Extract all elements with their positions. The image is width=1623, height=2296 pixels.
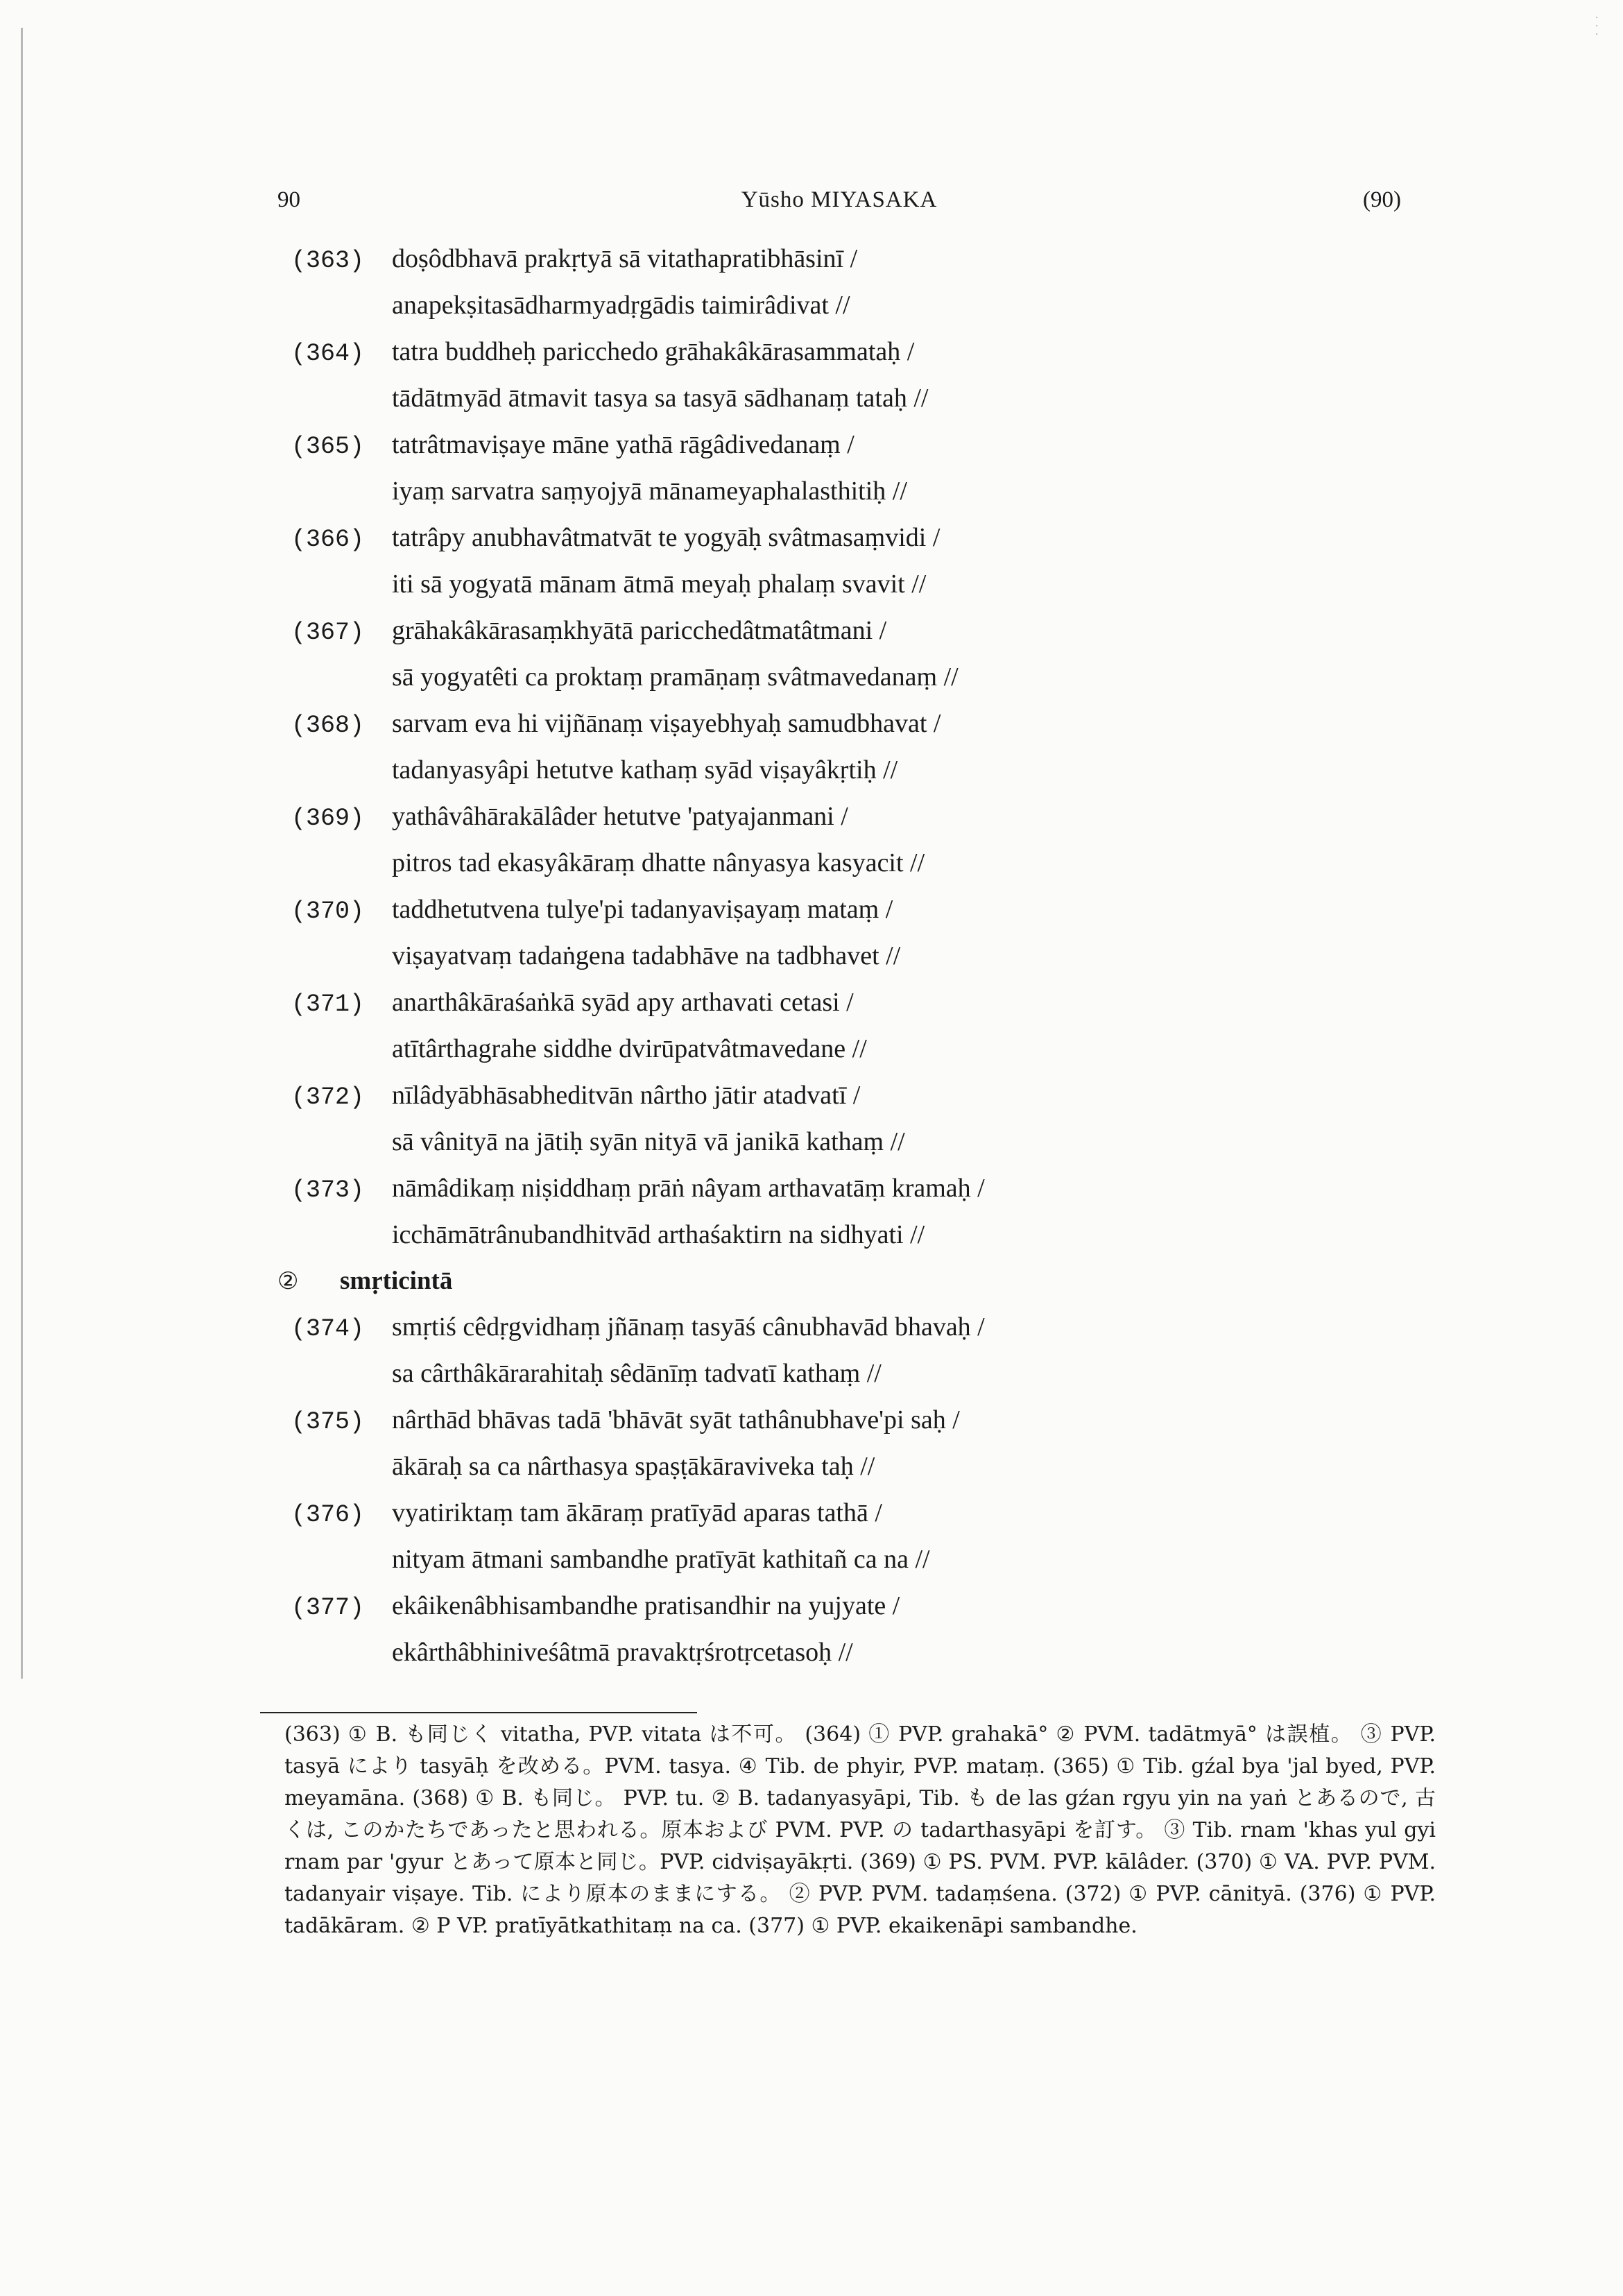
verse-number: (363) (291, 247, 365, 275)
scan-corner-mark: · · · (1595, 12, 1599, 40)
verse-line: sa cârthâkārarahitaḥ sêdānīṃ tadvatī kathaṃ // (392, 1359, 882, 1388)
verse-number: (372) (291, 1083, 365, 1111)
verse-line: iyaṃ sarvatra saṃyojyā mānameyaphalasthitiḥ // (392, 477, 907, 506)
verse-block (277, 236, 1512, 1667)
verse-line: doṣôdbhavā prakṛtyā sā vitathapratibhāsinī / (392, 244, 858, 273)
page-number: 90 (277, 187, 300, 212)
verse-line: tatrâtmaviṣaye māne yathā rāgâdivedanaṃ / (392, 430, 855, 459)
section-title: smṛticintā (340, 1267, 453, 1295)
verse-number: (367) (291, 619, 365, 646)
verse-line: nityam ātmani sambandhe pratīyāt kathitañ ca na // (392, 1545, 930, 1574)
verse-line: tatra buddheḥ paricchedo grāhakâkārasammataḥ / (392, 337, 915, 366)
verse-number: (374) (291, 1315, 365, 1343)
verse (291, 515, 1512, 608)
running-head-author: Yūsho MIYASAKA (741, 187, 938, 212)
verse-line: smṛtiś cêdṛgvidhaṃ jñānaṃ tasyāś cânubhavād bhavaḥ / (392, 1312, 985, 1342)
footnote-text: (363) ① B. も同じく vitatha, PVP. vitata は不可。 (364) ① PVP. grahakā° ② PVM. tadātmyā° は誤植。 ③ PVP. tasyā により tasyāḥ を改める。PVM. tasya. ④ Tib. de phyir, PVP. mataṃ. (365) ① Tib. gźal bya 'jal byed, PVP. meyamāna. (368) ① B. も同じ。 PVP. tu. ② B. tadanyasyāpi, Tib. も de las gźan rgyu yin na yaṅ とあるので, 古くは, このかたちであったと思われる。原本および PVM. PVP. の tadarthasyāpi を訂す。 ③ Tib. rnam 'khas yul gyi rnam par 'gyur とあって原本と同じ。PVP. cidviṣayākṛti. (369) ① PS. PVM. PVP. kālâder. (370) ① VA. PVP. PVM. tadanyair viṣaye. Tib. により原本のままにする。 ② PVP. PVM. tadaṃśena. (372) ① PVP. cānityā. (376) ① PVP. tadākāram. ② P VP. pratīyātkathitaṃ na ca. (377) ① PVP. ekaikenāpi sambandhe. (284, 1722, 1436, 1938)
verse-line: ākāraḥ sa ca nârthasya spaṣṭākāraviveka taḥ // (392, 1452, 875, 1481)
verse (291, 1583, 1512, 1676)
verse-line: iti sā yogyatā mānam ātmā meyaḥ phalaṃ svavit // (392, 569, 927, 599)
running-head (277, 187, 1401, 222)
verse-line: pitros tad ekasyâkāraṃ dhatte nânyasya kasyacit // (392, 848, 925, 877)
verse-line: vyatiriktaṃ tam ākāraṃ pratīyād aparas tathā / (392, 1498, 882, 1527)
scan-edge-line (21, 28, 23, 1679)
verse (291, 1165, 1512, 1258)
verse-line: atītârthagrahe siddhe dvirūpatvâtmavedane // (392, 1034, 867, 1063)
verse (291, 1397, 1512, 1490)
verse-line: tādātmyād ātmavit tasya sa tasyā sādhanaṃ tataḥ // (392, 384, 929, 413)
verse-line: taddhetutvena tulye'pi tadanyaviṣayaṃ mataṃ / (392, 895, 893, 924)
verse-line: tatrâpy anubhavâtmatvāt te yogyāḥ svâtmasaṃvidi / (392, 523, 941, 552)
verse-line: ekârthâbhiniveśâtmā pravaktṛśrotṛcetasoḥ // (392, 1638, 853, 1667)
verse-number: (376) (291, 1501, 365, 1529)
verse-number: (373) (291, 1176, 365, 1204)
verse-number: (368) (291, 712, 365, 739)
verse (291, 422, 1512, 515)
verse-number: (369) (291, 805, 365, 832)
verse-line: viṣayatvaṃ tadaṅgena tadabhāve na tadbhavet // (392, 941, 901, 970)
verse-number: (377) (291, 1594, 365, 1622)
verse (291, 236, 1512, 329)
verse (291, 979, 1512, 1072)
verse-number: (375) (291, 1408, 365, 1436)
verse-number: (370) (291, 898, 365, 925)
verse-line: sā yogyatêti ca proktaṃ pramāṇaṃ svâtmavedanaṃ // (392, 662, 959, 692)
verse (291, 329, 1512, 422)
verse-line: ekâikenâbhisambandhe pratisandhir na yujyate / (392, 1591, 900, 1620)
verse (291, 1304, 1512, 1397)
verse (291, 1072, 1512, 1165)
verse-line: yathâvâhārakālâder hetutve 'patyajanmani / (392, 802, 848, 831)
verse-line: tadanyasyâpi hetutve kathaṃ syād viṣayâkṛtiḥ // (392, 755, 898, 785)
footnote-rule (260, 1712, 697, 1713)
verse-line: anarthâkāraśaṅkā syād apy arthavati cetasi / (392, 988, 854, 1017)
verse-line: nârthād bhāvas tadā 'bhāvāt syāt tathânubhave'pi saḥ / (392, 1405, 960, 1434)
page-number-paren: (90) (1363, 187, 1401, 212)
verse-number: (364) (291, 340, 365, 368)
verse-line: sā vânityā na jātiḥ syān nityā vā janikā kathaṃ // (392, 1127, 905, 1156)
section-heading (277, 1258, 1512, 1304)
verse (291, 1490, 1512, 1583)
verse (291, 886, 1512, 979)
verse-number: (366) (291, 526, 365, 554)
section-marker: ② (277, 1267, 299, 1295)
footnotes (284, 1719, 1436, 2010)
verse-line: icchāmātrânubandhitvād arthaśaktirn na sidhyati // (392, 1220, 925, 1249)
verse (291, 701, 1512, 794)
verse-line: nīlâdyābhāsabheditvān nârtho jātir atadvatī / (392, 1081, 861, 1110)
verse-number: (365) (291, 433, 365, 461)
verse-line: grāhakâkārasaṃkhyātā paricchedâtmatâtmani / (392, 616, 887, 645)
verse (291, 794, 1512, 886)
verse-number: (371) (291, 991, 365, 1018)
verse (291, 608, 1512, 701)
verse-line: nāmâdikaṃ niṣiddhaṃ prāṅ nâyam arthavatāṃ kramaḥ / (392, 1174, 985, 1203)
verse-line: anapekṣitasādharmyadṛgādis taimirâdivat // (392, 291, 850, 320)
verse-line: sarvam eva hi vijñānaṃ viṣayebhyaḥ samudbhavat / (392, 709, 941, 738)
